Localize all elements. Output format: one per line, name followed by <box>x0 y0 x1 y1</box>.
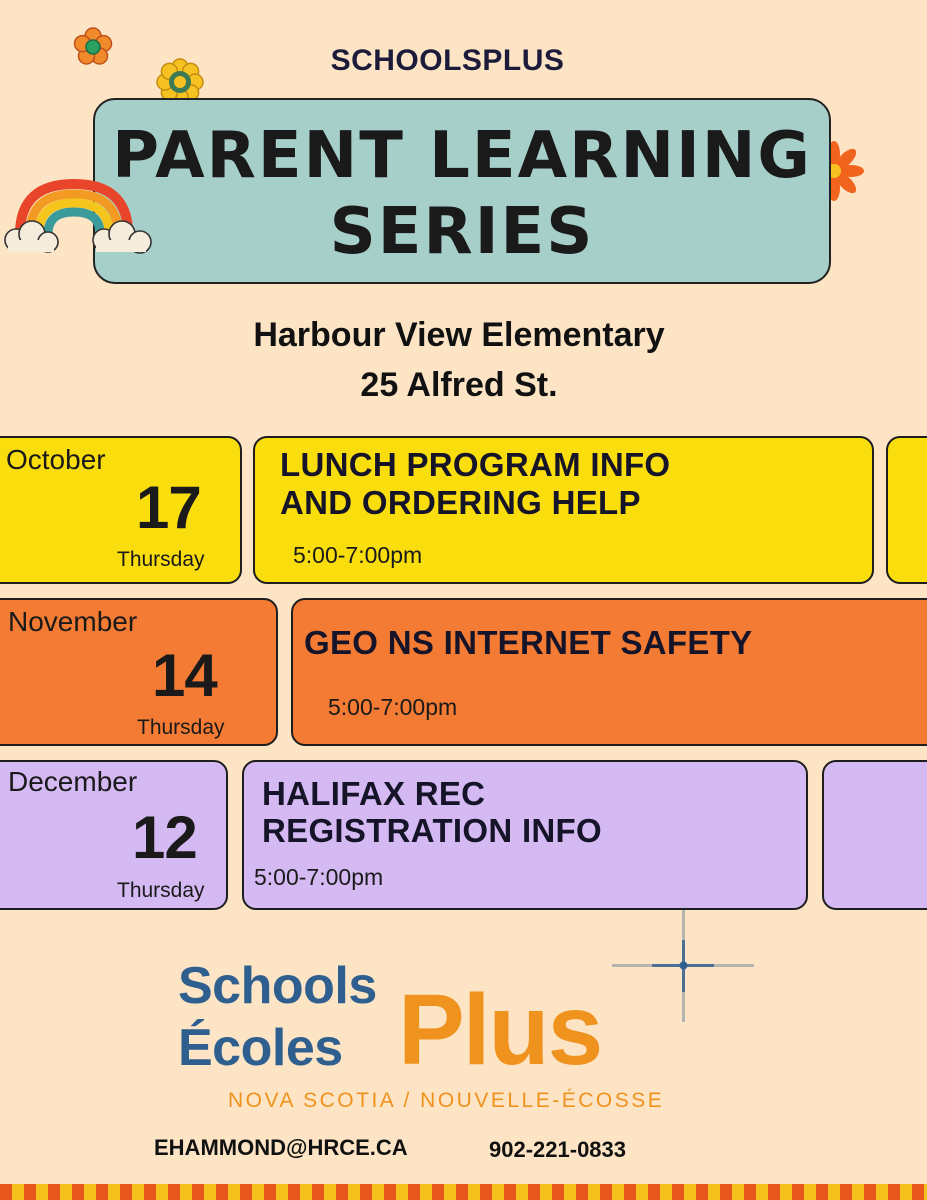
contact-phone[interactable]: 902-221-0833 <box>489 1137 627 1162</box>
sparkle-cross-icon <box>608 906 758 1026</box>
event-month: December <box>8 766 138 797</box>
decorative-card <box>822 760 927 910</box>
rainbow-icon <box>2 172 158 262</box>
event-time: 5:00-7:00pm <box>293 542 423 568</box>
event-card-internet-safety <box>291 598 927 746</box>
event-month: November <box>8 606 138 637</box>
event-time: 5:00-7:00pm <box>328 694 458 720</box>
event-day: 12 <box>132 804 197 871</box>
series-title-line2: SERIES <box>329 195 595 269</box>
event-weekday: Thursday <box>117 548 205 571</box>
logo-tagline: NOVA SCOTIA / NOUVELLE-ÉCOSSE <box>228 1089 665 1112</box>
event-weekday: Thursday <box>117 879 205 902</box>
organization-label: SCHOOLSPLUS <box>330 44 565 77</box>
school-address: 25 Alfred St. <box>360 366 558 404</box>
bottom-stripe <box>0 1184 927 1200</box>
event-day: 14 <box>152 642 217 709</box>
school-name: Harbour View Elementary <box>253 316 665 354</box>
logo-word-plus: Plus <box>398 974 602 1086</box>
decorative-card <box>886 436 927 584</box>
logo-word-ecoles: Écoles <box>178 1019 343 1077</box>
event-title-line1: LUNCH PROGRAM INFO <box>280 446 671 483</box>
contact-email[interactable]: EHAMMOND@HRCE.CA <box>154 1135 408 1160</box>
event-time: 5:00-7:00pm <box>254 864 384 890</box>
event-day: 17 <box>136 474 201 541</box>
event-title-line1: GEO NS INTERNET SAFETY <box>304 624 753 661</box>
event-title-line2: REGISTRATION INFO <box>262 812 602 849</box>
event-weekday: Thursday <box>137 716 225 739</box>
logo-word-schools: Schools <box>178 957 377 1015</box>
event-title-line2: AND ORDERING HELP <box>280 484 641 521</box>
event-month: October <box>6 444 106 475</box>
series-title-line1: PARENT LEARNING <box>112 119 812 193</box>
event-title-line1: HALIFAX REC <box>262 775 486 812</box>
